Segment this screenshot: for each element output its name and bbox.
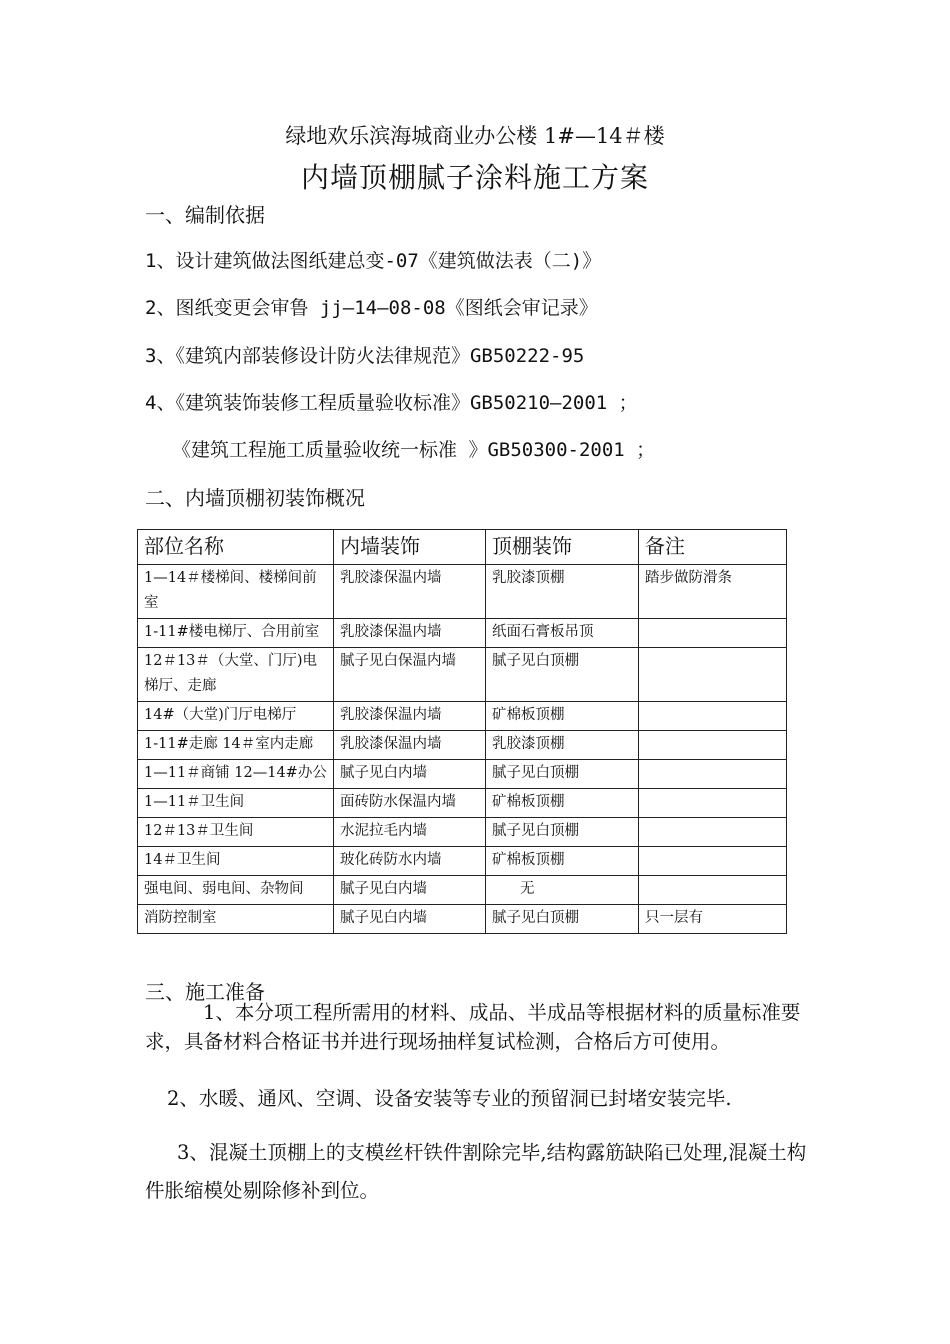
section-heading-overview: 二、内墙顶棚初装饰概况 xyxy=(145,486,365,510)
cell-remark xyxy=(639,760,787,789)
basis-item-4: 4、《建筑装饰装修工程质量验收标准》GB50210—2001 ； xyxy=(145,392,638,414)
table-row xyxy=(138,565,787,619)
cell-wall: 乳胶漆保温内墙 xyxy=(334,619,486,648)
header-cell-ceiling: 顶棚装饰 xyxy=(486,530,639,565)
cell-wall: 腻子见白内墙 xyxy=(334,876,486,905)
cell-ceiling: 腻子见白顶棚 xyxy=(486,760,639,789)
table-row xyxy=(138,702,787,731)
table-row xyxy=(138,789,787,818)
cell-ceiling: 腻子见白顶棚 xyxy=(486,905,639,934)
cell-location: 1—14＃楼梯间、楼梯间前室 xyxy=(138,565,334,619)
preparation-paragraph-3: 3、混凝土顶棚上的支模丝杆铁件割除完毕,结构露筋缺陷已处理,混凝土构件胀缩模处剔除修补到位。 xyxy=(145,1141,807,1202)
cell-remark xyxy=(639,847,787,876)
cell-remark xyxy=(639,789,787,818)
preparation-paragraph-2: 2、水暖、通风、空调、设备安装等专业的预留洞已封堵安装完毕. xyxy=(167,1087,732,1110)
table-row xyxy=(138,648,787,702)
cell-wall: 腻子见白内墙 xyxy=(334,760,486,789)
cell-ceiling: 乳胶漆顶棚 xyxy=(486,565,639,619)
table-row xyxy=(138,876,787,905)
cell-location: 1-11#楼电梯厅、合用前室 xyxy=(138,619,334,648)
cell-remark xyxy=(639,702,787,731)
cell-wall: 腻子见白保温内墙 xyxy=(334,648,486,702)
cell-location: 1—11＃卫生间 xyxy=(138,789,334,818)
header-cell-location: 部位名称 xyxy=(138,530,334,565)
header-cell-remark: 备注 xyxy=(639,530,787,565)
cell-location: 强电间、弱电间、杂物间 xyxy=(138,876,334,905)
cell-ceiling: 乳胶漆顶棚 xyxy=(486,731,639,760)
table-row xyxy=(138,619,787,648)
cell-wall: 乳胶漆保温内墙 xyxy=(334,565,486,619)
cell-wall: 面砖防水保温内墙 xyxy=(334,789,486,818)
table-row xyxy=(138,818,787,847)
cell-remark xyxy=(639,731,787,760)
table-row xyxy=(138,847,787,876)
cell-wall: 玻化砖防水内墙 xyxy=(334,847,486,876)
basis-item-5: 《建筑工程施工质量验收统一标准 》GB50300-2001 ； xyxy=(172,439,656,461)
cell-location: 1-11#走廊 14＃室内走廊 xyxy=(138,731,334,760)
preparation-paragraph-1: 1、本分项工程所需用的材料、成品、半成品等根据材料的质量标准要求，具备材料合格证书并进行现场抽样复试检测，合格后方可使用。 xyxy=(145,1001,801,1053)
document-title: 内墙顶棚腻子涂料施工方案 xyxy=(300,161,649,194)
cell-remark xyxy=(639,876,787,905)
cell-ceiling: 无 xyxy=(486,876,639,905)
cell-location: 12＃13＃（大堂、门厅)电梯厅、走廊 xyxy=(138,648,334,702)
cell-location: 消防控制室 xyxy=(138,905,334,934)
cell-remark xyxy=(639,619,787,648)
cell-ceiling: 矿棉板顶棚 xyxy=(486,789,639,818)
cell-wall: 腻子见白内墙 xyxy=(334,905,486,934)
section-heading-preparation: 三、施工准备 xyxy=(145,980,265,1004)
basis-item-2: 2、图纸变更会审鲁 jj—14—08-08《图纸会审记录》 xyxy=(145,297,598,319)
cell-ceiling: 矿棉板顶棚 xyxy=(486,702,639,731)
table-header-row xyxy=(138,530,787,565)
cell-location: 14#（大堂)门厅电梯厅 xyxy=(138,702,334,731)
cell-remark xyxy=(639,648,787,702)
cell-remark: 只一层有 xyxy=(639,905,787,934)
cell-ceiling: 腻子见白顶棚 xyxy=(486,818,639,847)
cell-remark xyxy=(639,818,787,847)
cell-wall: 水泥拉毛内墙 xyxy=(334,818,486,847)
cell-remark: 踏步做防滑条 xyxy=(639,565,787,619)
section-heading-basis: 一、编制依据 xyxy=(145,203,265,227)
cell-ceiling: 腻子见白顶棚 xyxy=(486,648,639,702)
basis-item-3: 3、《建筑内部装修设计防火法律规范》GB50222-95 xyxy=(145,345,585,367)
cell-location: 1—11＃商铺 12—14#办公 xyxy=(138,760,334,789)
cell-ceiling: 纸面石膏板吊顶 xyxy=(486,619,639,648)
decoration-overview-table xyxy=(137,529,787,934)
cell-wall: 乳胶漆保温内墙 xyxy=(334,731,486,760)
header-cell-wall: 内墙装饰 xyxy=(334,530,486,565)
basis-item-1: 1、设计建筑做法图纸建总变-07《建筑做法表（二)》 xyxy=(145,250,602,272)
cell-location: 12＃13＃卫生间 xyxy=(138,818,334,847)
table-row xyxy=(138,905,787,934)
cell-location: 14＃卫生间 xyxy=(138,847,334,876)
document-subtitle: 绿地欢乐滨海城商业办公楼 1#—14＃楼 xyxy=(285,124,665,148)
cell-ceiling: 矿棉板顶棚 xyxy=(486,847,639,876)
cell-wall: 乳胶漆保温内墙 xyxy=(334,702,486,731)
table-row xyxy=(138,731,787,760)
table-row xyxy=(138,760,787,789)
